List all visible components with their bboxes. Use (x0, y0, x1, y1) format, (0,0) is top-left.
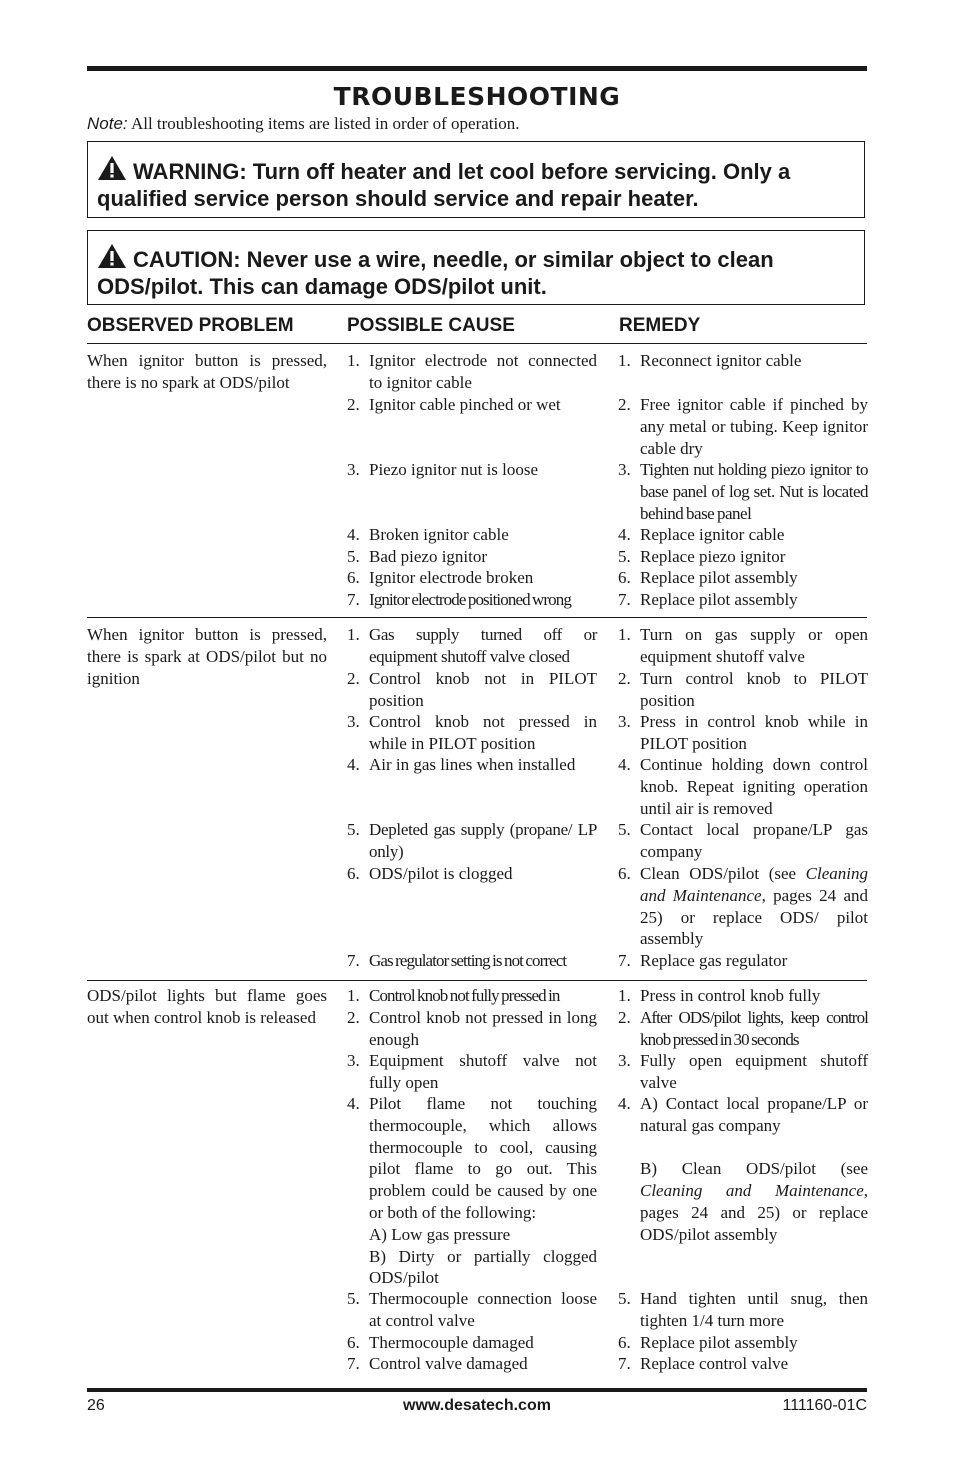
top-rule (87, 66, 867, 71)
remedy-item: 7. Replace pilot assembly (618, 590, 798, 609)
cause-item: 3. Control knob not pressed in while in PILOT position (347, 712, 597, 753)
note-text: All troubleshooting items are listed in order of operation. (127, 114, 520, 133)
cause-item: 1. Control knob not fully pressed in (347, 986, 560, 1005)
problem-2: When ignitor button is pressed, there is spark at ODS/pilot but no ignition (87, 625, 327, 688)
remedy-item: 1. Press in control knob fully (618, 986, 821, 1005)
cause-item: 7. Control valve damaged (347, 1354, 528, 1373)
cause-item: 2. Control knob not in PILOT position (347, 669, 597, 710)
warning-text: WARNING: Turn off heater and let cool before servicing. Only a qualified service person should service and repair heater. (97, 159, 791, 211)
remedy-item: 7. Replace control valve (618, 1354, 789, 1373)
cross-reference: Cleaning and Maintenance (640, 1181, 864, 1201)
remedy-item: 2. Free ignitor cable if pinched by any metal or tubing. Keep ignitor cable dry (618, 395, 868, 458)
remedy-item: 4. Continue holding down control knob. Repeat igniting operation until air is removed (618, 755, 868, 818)
row-divider (87, 980, 867, 981)
remedy-item: 5. Replace piezo ignitor (618, 547, 786, 566)
remedy-item: 6. Clean ODS/pilot (see Cleaning and Maintenance, pages 24 and 25) or replace ODS/ pilot assembly (618, 864, 868, 949)
remedy-item: 6. Replace pilot assembly (618, 568, 798, 587)
remedy-item: 5. Hand tighten until snug, then tighten 1/4 turn more (618, 1289, 868, 1330)
cause-item: 5. Thermocouple connection loose at control valve (347, 1289, 597, 1330)
column-header-problem: OBSERVED PROBLEM (87, 315, 294, 336)
column-header-remedy: REMEDY (619, 315, 701, 336)
footer-url[interactable]: www.desatech.com (403, 1397, 551, 1414)
cause-item: 4. Air in gas lines when installed (347, 755, 576, 774)
cause-item: 1. Gas supply turned off or equipment shutoff valve closed (347, 625, 597, 666)
caution-text: CAUTION: Never use a wire, needle, or similar object to clean ODS/pilot. This can damage ODS/pilot unit. (97, 247, 774, 299)
header-divider (87, 343, 867, 344)
cross-reference: Cleaning and Maintenance (640, 864, 868, 905)
cause-item: 4. Broken ignitor cable (347, 525, 509, 544)
cause-item: 5. Depleted gas supply (propane/ LP only) (347, 820, 597, 861)
remedy-item: 5. Contact local propane/LP gas company (618, 820, 868, 861)
remedy-item: 6. Replace pilot assembly (618, 1333, 798, 1352)
cause-item: 3. Equipment shutoff valve not fully open (347, 1051, 597, 1092)
cause-item: 7. Ignitor electrode positioned wrong (347, 590, 571, 609)
cause-item: 5. Bad piezo ignitor (347, 547, 488, 566)
cause-item: 6. Ignitor electrode broken (347, 568, 534, 587)
remedy-item: 4. A) Contact local propane/LP or natural gas company B) Clean ODS/pilot (see Cleaning and Maintenance, pages 24 and 25) or replace ODS/pilot assembly (618, 1094, 868, 1244)
remedy-item: 1. Reconnect ignitor cable (618, 351, 802, 370)
remedy-item: 7. Replace gas regulator (618, 951, 788, 970)
bottom-rule (87, 1388, 867, 1392)
remedy-item: 2. Turn control knob to PILOT position (618, 669, 868, 710)
problem-1: When ignitor button is pressed, there is no spark at ODS/pilot (87, 351, 327, 392)
caution-box (87, 230, 865, 305)
note (87, 114, 520, 134)
cause-item: 4. Pilot flame not touching thermocouple, which allows thermocouple to cool, causing pilot flame to go out. This problem could be caused by one or both of the following: A) Low gas pressure B) Dirty or partially clogged ODS/pilot (347, 1094, 597, 1288)
warning-box (87, 141, 865, 218)
remedy-item: 3. Tighten nut holding piezo ignitor to base panel of log set. Nut is located behind base panel (618, 460, 868, 523)
caution-triangle-icon (97, 243, 127, 269)
row-divider (87, 617, 867, 618)
remedy-item: 1. Turn on gas supply or open equipment shutoff valve (618, 625, 868, 666)
remedy-item: 4. Replace ignitor cable (618, 525, 785, 544)
column-header-cause: POSSIBLE CAUSE (347, 315, 515, 336)
cause-item: 1. Ignitor electrode not connected to ignitor cable (347, 351, 597, 392)
cause-item: 3. Piezo ignitor nut is loose (347, 460, 539, 479)
problem-3: ODS/pilot lights but flame goes out when control knob is released (87, 986, 327, 1027)
remedy-item: 2. After ODS/pilot lights, keep control knob pressed in 30 seconds (618, 1008, 868, 1049)
cause-item: 7. Gas regulator setting is not correct (347, 951, 567, 970)
page-number: 26 (87, 1397, 105, 1414)
page-title: TROUBLESHOOTING (333, 82, 621, 111)
remedy-item: 3. Press in control knob while in PILOT position (618, 712, 868, 753)
warning-triangle-icon (97, 155, 127, 181)
note-label: Note: (87, 114, 128, 133)
document-code: 111160-01C (782, 1397, 867, 1414)
remedy-item: 3. Fully open equipment shutoff valve (618, 1051, 868, 1092)
cause-item: 6. Thermocouple damaged (347, 1333, 534, 1352)
cause-item: 6. ODS/pilot is clogged (347, 864, 513, 883)
cause-item: 2. Ignitor cable pinched or wet (347, 395, 561, 414)
cause-item: 2. Control knob not pressed in long enough (347, 1008, 597, 1049)
